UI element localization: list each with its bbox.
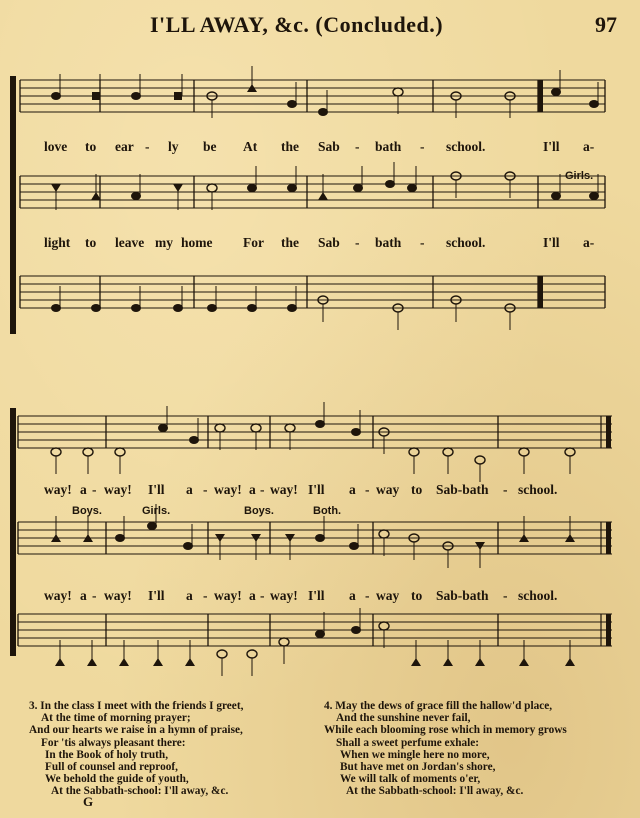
verse-line: For 'tis always pleasant there: bbox=[41, 736, 186, 749]
lyric-syllable: I'll bbox=[308, 588, 325, 603]
lyric-syllable: a bbox=[349, 482, 356, 497]
lyric-syllable: a- bbox=[583, 235, 595, 250]
verse-line: We behold the guide of youth, bbox=[45, 773, 189, 786]
verse-line: 4. May the dews of grace fill the hallow'd place, bbox=[324, 700, 553, 712]
double-barline bbox=[606, 416, 611, 448]
verse-line: And our hearts we raise in a hymn of praise, bbox=[29, 724, 243, 737]
verse-line: In the Book of holy truth, bbox=[45, 748, 169, 761]
voice-label-boys: Boys. bbox=[72, 505, 102, 517]
lyric-syllable: - bbox=[92, 588, 97, 603]
double-barline bbox=[538, 80, 543, 112]
lyric-syllable: - bbox=[420, 235, 425, 250]
lyric-syllable: - bbox=[203, 482, 208, 497]
lyric-syllable: a bbox=[186, 482, 193, 497]
lyric-syllable: I'll bbox=[543, 139, 560, 154]
lyric-syllable: - bbox=[355, 235, 360, 250]
lyric-syllable: - bbox=[503, 482, 508, 497]
verse-line: At the Sabbath-school: I'll away, &c. bbox=[51, 785, 229, 798]
lyric-syllable: a bbox=[349, 588, 356, 603]
double-barline bbox=[606, 614, 611, 646]
note-head bbox=[393, 88, 403, 96]
verse-line: We will talk of moments o'er, bbox=[340, 773, 481, 786]
lyric-syllable: way! bbox=[214, 482, 242, 497]
lyric-syllable: - bbox=[260, 588, 265, 603]
note-head bbox=[83, 448, 93, 456]
lyric-syllable: a bbox=[80, 588, 87, 603]
note-head bbox=[217, 650, 227, 658]
lyric-syllable: - bbox=[260, 482, 265, 497]
lyric-syllable: ly bbox=[168, 139, 179, 154]
note-head bbox=[174, 92, 182, 100]
note-head bbox=[51, 448, 61, 456]
note-head bbox=[519, 448, 529, 456]
verse-line: Shall a sweet perfume exhale: bbox=[336, 736, 480, 749]
note-head bbox=[443, 448, 453, 456]
voice-label-girls: Girls. bbox=[142, 505, 171, 517]
lyric-syllable: to bbox=[85, 235, 97, 250]
lyric-syllable: a bbox=[249, 588, 256, 603]
lyric-syllable: a- bbox=[583, 139, 595, 154]
page-title: I'LL AWAY, &c. (Concluded.) bbox=[150, 12, 444, 37]
lyric-syllable: Sab-bath bbox=[436, 588, 489, 603]
page-number: 97 bbox=[595, 12, 617, 37]
lyric-syllable: the bbox=[281, 139, 299, 154]
lyric-syllable: way! bbox=[104, 482, 132, 497]
note-head bbox=[475, 456, 485, 464]
lyric-syllable: the bbox=[281, 235, 299, 250]
note-head bbox=[285, 424, 295, 432]
verse-3 bbox=[29, 700, 329, 798]
double-barline bbox=[606, 522, 611, 554]
lyric-syllable: At bbox=[243, 139, 258, 154]
lyric-syllable: - bbox=[365, 482, 370, 497]
double-barline bbox=[538, 276, 543, 308]
lyric-syllable: - bbox=[145, 139, 150, 154]
note-head bbox=[565, 448, 575, 456]
lyric-syllable: - bbox=[365, 588, 370, 603]
lyric-syllable: For bbox=[243, 235, 264, 250]
note-head bbox=[247, 650, 257, 658]
lyric-syllable: way! bbox=[44, 482, 72, 497]
lyric-syllable: school. bbox=[446, 235, 486, 250]
verse-line: And the sunshine never fail, bbox=[336, 712, 471, 725]
note-head bbox=[379, 530, 389, 538]
lyric-syllable: - bbox=[420, 139, 425, 154]
verse-line: But have met on Jordan's shore, bbox=[340, 761, 496, 774]
lyric-syllable: Sab bbox=[318, 139, 340, 154]
lyric-syllable: bath bbox=[375, 139, 402, 154]
lyric-syllable: way! bbox=[270, 482, 298, 497]
lyric-syllable: - bbox=[503, 588, 508, 603]
note-head bbox=[409, 448, 419, 456]
lyric-syllable: I'll bbox=[148, 588, 165, 603]
verse-line: 3. In the class I meet with the friends I greet, bbox=[29, 700, 244, 712]
signature-mark: G bbox=[83, 794, 94, 809]
verse-4 bbox=[324, 700, 624, 798]
lyric-syllable: to bbox=[411, 588, 423, 603]
lyric-syllable: be bbox=[203, 139, 217, 154]
lyric-syllable: Sab bbox=[318, 235, 340, 250]
note-head bbox=[251, 424, 261, 432]
lyric-syllable: way! bbox=[44, 588, 72, 603]
lyric-syllable: love bbox=[44, 139, 68, 154]
system-brace bbox=[10, 76, 16, 334]
lyric-syllable: Sab-bath bbox=[436, 482, 489, 497]
lyric-syllable: school. bbox=[446, 139, 486, 154]
lyric-syllable: a bbox=[80, 482, 87, 497]
verse-line: When we mingle here no more, bbox=[340, 748, 490, 761]
lyric-syllable: - bbox=[203, 588, 208, 603]
lyric-syllable: to bbox=[85, 139, 97, 154]
lyric-syllable: way! bbox=[214, 588, 242, 603]
note-head bbox=[92, 92, 100, 100]
verse-line: At the time of morning prayer; bbox=[41, 712, 191, 725]
lyric-syllable: home bbox=[181, 235, 213, 250]
voice-label-boys: Boys. bbox=[244, 505, 274, 517]
verse-line: Full of counsel and reproof, bbox=[45, 761, 178, 774]
voice-label-girls: Girls. bbox=[565, 170, 594, 182]
note-head bbox=[279, 638, 289, 646]
lyric-syllable: light bbox=[44, 235, 71, 250]
lyric-syllable: a bbox=[186, 588, 193, 603]
lyric-syllable: I'll bbox=[148, 482, 165, 497]
note-head bbox=[207, 184, 217, 192]
note-head bbox=[115, 448, 125, 456]
note-head bbox=[379, 622, 389, 630]
lyric-syllable: school. bbox=[518, 482, 558, 497]
lyric-syllable: leave bbox=[115, 235, 145, 250]
verse-line: While each blooming rose which in memory grows bbox=[324, 724, 567, 737]
lyric-syllable: way bbox=[376, 588, 400, 603]
lyric-syllable: a bbox=[249, 482, 256, 497]
lyric-syllable: ear bbox=[115, 139, 134, 154]
system-brace bbox=[10, 408, 16, 656]
lyric-syllable: my bbox=[155, 235, 173, 250]
lyric-syllable: bath bbox=[375, 235, 402, 250]
lyric-syllable: - bbox=[92, 482, 97, 497]
verse-line: At the Sabbath-school: I'll away, &c. bbox=[346, 785, 524, 798]
lyric-syllable: I'll bbox=[543, 235, 560, 250]
lyric-syllable: school. bbox=[518, 588, 558, 603]
lyric-syllable: I'll bbox=[308, 482, 325, 497]
lyric-syllable: - bbox=[355, 139, 360, 154]
lyric-syllable: way bbox=[376, 482, 400, 497]
voice-label-both: Both. bbox=[313, 505, 342, 517]
note-head bbox=[215, 424, 225, 432]
lyric-syllable: to bbox=[411, 482, 423, 497]
lyric-syllable: way! bbox=[270, 588, 298, 603]
lyric-syllable: way! bbox=[104, 588, 132, 603]
